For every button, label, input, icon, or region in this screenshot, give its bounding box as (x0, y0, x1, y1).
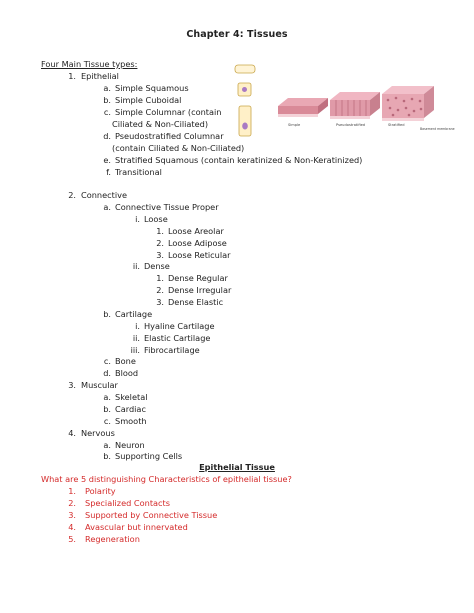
label-simple: Simple (288, 123, 301, 127)
intro-heading: Four Main Tissue types: (41, 59, 138, 69)
outline-item: Dense (144, 261, 170, 271)
outline-item: Stratified Squamous (contain keratinized & Non-Keratinized) (115, 155, 363, 165)
outline-marker: a. (103, 83, 111, 93)
outline-marker: ii. (132, 261, 140, 271)
outline-marker: i. (135, 321, 140, 331)
characteristic-marker: 4. (68, 522, 76, 532)
outline-item: Transitional (115, 167, 162, 177)
outline-marker: 3. (156, 250, 164, 260)
outline-item: Supporting Cells (115, 451, 183, 461)
outline-marker: 1. (68, 71, 76, 81)
outline-marker: e. (103, 155, 111, 165)
characteristic-marker: 5. (68, 534, 76, 544)
outline-marker: 2. (156, 238, 164, 248)
epithelial-heading: Epithelial Tissue (199, 462, 275, 472)
outline-marker: b. (103, 404, 111, 414)
outline-marker: a. (103, 392, 111, 402)
outline-marker: ii. (132, 333, 140, 343)
outline-item: Loose (144, 214, 168, 224)
stratified-epithelium-block (382, 86, 434, 121)
page-title: Chapter 4: Tissues (186, 29, 288, 40)
characteristic-marker: 1. (68, 486, 76, 496)
outline-item: (contain Ciliated & Non-Ciliated) (112, 143, 245, 153)
outline-item: Epithelial (81, 71, 119, 81)
columnar-cell-icon (239, 106, 251, 136)
outline-marker: a. (103, 440, 111, 450)
outline-item: Cartilage (115, 309, 153, 319)
outline-marker: i. (135, 214, 140, 224)
outline-item: Blood (115, 368, 139, 378)
outline-item: Neuron (115, 440, 145, 450)
epithelium-illustration (276, 84, 455, 140)
outline-marker: 3. (156, 297, 164, 307)
outline-marker: f. (106, 167, 111, 177)
outline-item: Simple Columnar (contain (115, 107, 222, 117)
outline-marker: b. (103, 309, 111, 319)
outline-item: Skeletal (115, 392, 148, 402)
label-basement-membrane: Basement membrane (420, 127, 455, 131)
outline-item: Hyaline Cartilage (144, 321, 215, 331)
label-stratified: Stratified (388, 123, 405, 127)
outline-marker: c. (103, 356, 111, 366)
epithelial-question: What are 5 distinguishing Characteristics of epithelial tissue? (41, 474, 292, 484)
characteristic-item: Supported by Connective Tissue (85, 510, 218, 520)
outline-marker: 1. (156, 273, 164, 283)
outline-item: Dense Elastic (168, 297, 224, 307)
outline-marker: d. (103, 368, 111, 378)
simple-epithelium-block (278, 98, 328, 117)
outline-marker: c. (103, 107, 111, 117)
outline-marker: 1. (156, 226, 164, 236)
outline-marker: d. (103, 131, 111, 141)
characteristic-marker: 3. (68, 510, 76, 520)
outline-marker: c. (103, 416, 111, 426)
outline-item: Loose Reticular (168, 250, 231, 260)
outline-item: Loose Areolar (168, 226, 224, 236)
outline-marker: 4. (68, 428, 76, 438)
outline-item: Muscular (81, 380, 118, 390)
outline-marker: 2. (156, 285, 164, 295)
outline-marker: b. (103, 451, 111, 461)
outline-item: Simple Squamous (115, 83, 189, 93)
outline-item: Fibrocartilage (144, 345, 200, 355)
outline-marker: a. (103, 202, 111, 212)
outline-item: Pseudostratified Columnar (115, 131, 224, 141)
characteristic-item: Regeneration (85, 534, 140, 544)
outline-marker: 3. (68, 380, 76, 390)
outline-item: Ciliated & Non-Ciliated) (112, 119, 209, 129)
pseudostratified-epithelium-block (330, 92, 380, 119)
outline-item: Elastic Cartilage (144, 333, 211, 343)
characteristic-item: Polarity (85, 486, 116, 496)
outline-item: Connective Tissue Proper (115, 202, 219, 212)
characteristic-item: Specialized Contacts (85, 498, 171, 508)
label-pseudostratified: Pseudostratified (336, 123, 366, 127)
cell-shapes-figure (232, 62, 258, 142)
outline-item: Bone (115, 356, 136, 366)
outline-item: Cardiac (115, 404, 146, 414)
outline-marker: 2. (68, 190, 76, 200)
outline-marker: b. (103, 95, 111, 105)
squamous-cell-icon (235, 65, 255, 73)
outline-item: Nervous (81, 428, 115, 438)
characteristic-item: Avascular but innervated (85, 522, 188, 532)
outline-marker: iii. (130, 345, 140, 355)
outline-item: Loose Adipose (168, 238, 227, 248)
characteristic-marker: 2. (68, 498, 76, 508)
outline-item: Connective (81, 190, 128, 200)
outline-item: Smooth (115, 416, 147, 426)
outline-item: Dense Irregular (168, 285, 232, 295)
outline-item: Dense Regular (168, 273, 228, 283)
outline-item: Simple Cuboidal (115, 95, 182, 105)
